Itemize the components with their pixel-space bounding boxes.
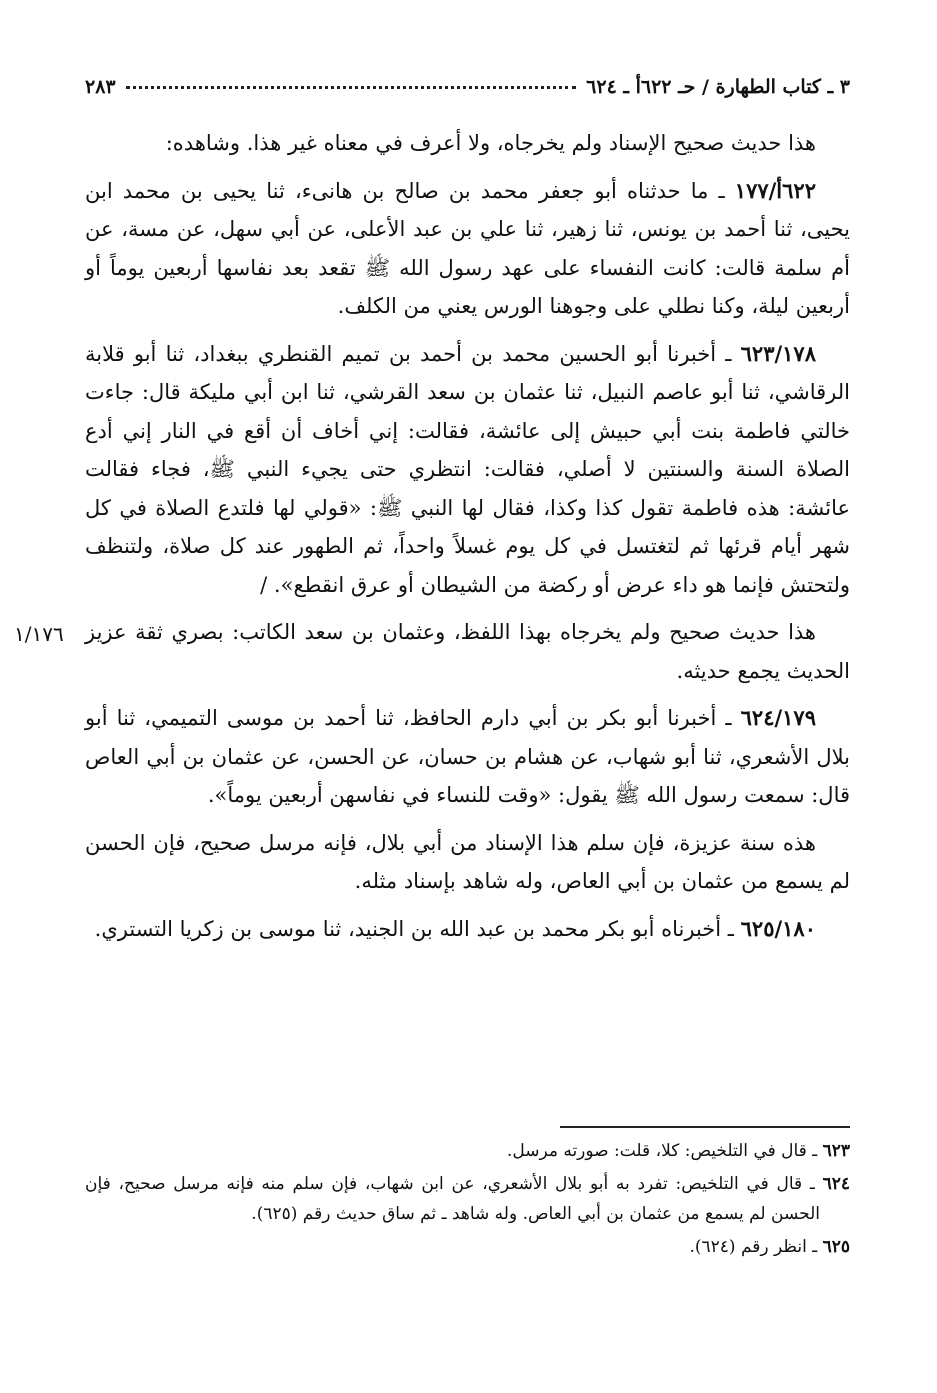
footnote-text: ـ قال في التلخيص: كلا، قلت: صورته مرسل. bbox=[506, 1141, 818, 1161]
hadith-number: ٦٢٢أ/١٧٧ bbox=[734, 177, 816, 203]
page-number: ٢٨٣ bbox=[85, 76, 116, 98]
footnote-text: ـ انظر رقم (٦٢٤). bbox=[689, 1237, 818, 1257]
hadith-paragraph bbox=[85, 910, 850, 949]
footnote bbox=[85, 1169, 850, 1229]
margin-reference: ١/١٧٦ bbox=[14, 622, 64, 646]
hadith-number: ٦٢٣/١٧٨ bbox=[740, 340, 816, 366]
footnote-number: ٦٢٥ bbox=[822, 1237, 850, 1257]
footnote-text: ـ قال في التلخيص: تفرد به أبو بلال الأشعري، عن ابن شهاب، فإن سلم منه فإنه مرسل صحيح، فإن الحسن لم يسمع من عثمان بن أبي العاص. وله شاهد ـ ثم ساق حديث رقم (٦٢٥). bbox=[85, 1174, 820, 1224]
paragraph-text: هذا حديث صحيح ولم يخرجاه بهذا اللفظ، وعثمان بن سعد الكاتب: بصري ثقة عزيز الحديث يجمع حديثه. bbox=[85, 620, 850, 683]
paragraph bbox=[85, 613, 850, 690]
paragraph bbox=[85, 824, 850, 901]
hadith-text: ـ ما حدثناه أبو جعفر محمد بن صالح بن هانىء، ثنا يحيى بن محمد ابن يحيى، ثنا أحمد بن يونس، ثنا زهير، ثنا علي بن عبد الأعلى، عن أبي سهل، عن مسة، عن أم سلمة قالت: كانت النفساء على عهد رسول الله ﷺ تقعد بعد نفاسها أربعين يوماً أو أربعين ليلة، وكنا نطلي على وجوهنا الورس يعني من الكلف. bbox=[85, 178, 850, 318]
hadith-text: ـ أخبرنا أبو بكر بن أبي دارم الحافظ، ثنا أحمد بن موسى التميمي، ثنا أبو بلال الأشعري، ثنا أبو شهاب، عن هشام بن حسان، عن الحسن، عن عثمان بن أبي العاص قال: سمعت رسول الله ﷺ يقول: «وقت للنساء في نفاسهن أربعين يوماً». bbox=[85, 706, 850, 807]
footnote-number: ٦٢٣ bbox=[822, 1141, 850, 1161]
footnote-separator bbox=[560, 1126, 850, 1128]
hadith-number: ٦٢٤/١٧٩ bbox=[740, 705, 816, 730]
page-header bbox=[85, 70, 850, 104]
footnote-number: ٦٢٤ bbox=[822, 1174, 850, 1194]
footnote bbox=[85, 1136, 850, 1166]
paragraph-text: هذا حديث صحيح الإسناد ولم يخرجاه، ولا أعرف في معناه غير هذا. وشاهده: bbox=[165, 131, 816, 155]
hadith-number: ٦٢٥/١٨٠ bbox=[740, 915, 816, 941]
footnote bbox=[85, 1232, 850, 1262]
footnotes bbox=[85, 1136, 850, 1265]
hadith-paragraph bbox=[85, 699, 850, 815]
hadith-paragraph bbox=[85, 335, 850, 605]
hadith-paragraph bbox=[85, 172, 850, 326]
paragraph bbox=[85, 124, 850, 163]
hadith-text: ـ أخبرنا أبو الحسين محمد بن أحمد بن تميم القنطري ببغداد، ثنا أبو قلابة الرقاشي، ثنا أبو عاصم النبيل، ثنا عثمان بن سعد القرشي، ثنا ابن أبي مليكة قال: جاءت خالتي فاطمة بنت أبي حبيش إلى عائشة، فقالت: إني أخاف أن أقع في النار إني أدع الصلاة السنة والسنتين لا أصلي، فقالت: انتظري حتى يجيء النبي ﷺ، فجاء فقالت عائشة: هذه فاطمة تقول كذا وكذا، فقال لها النبي ﷺ: «قولي لها فلتدع الصلاة في كل شهر أيام قرئها ثم لتغتسل في كل يوم غسلاً واحداً، ثم الطهور عند كل صلاة، ولتنظف ولتحتش فإنما هو داء عرض أو ركضة من الشيطان أو عرق انقطع». / bbox=[85, 341, 850, 597]
running-title: ٣ ـ كتاب الطهارة / حـ ٦٢٢أ ـ ٦٢٤ bbox=[586, 76, 850, 98]
dotted-leader bbox=[126, 86, 577, 89]
hadith-text: ـ أخبرناه أبو بكر محمد بن عبد الله بن الجنيد، ثنا موسى بن زكريا التستري. bbox=[94, 916, 734, 941]
main-text bbox=[85, 124, 850, 957]
paragraph-text: هذه سنة عزيزة، فإن سلم هذا الإسناد من أبي بلال، فإنه مرسل صحيح، فإن الحسن لم يسمع من عثمان بن أبي العاص، وله شاهد بإسناد مثله. bbox=[85, 830, 850, 893]
